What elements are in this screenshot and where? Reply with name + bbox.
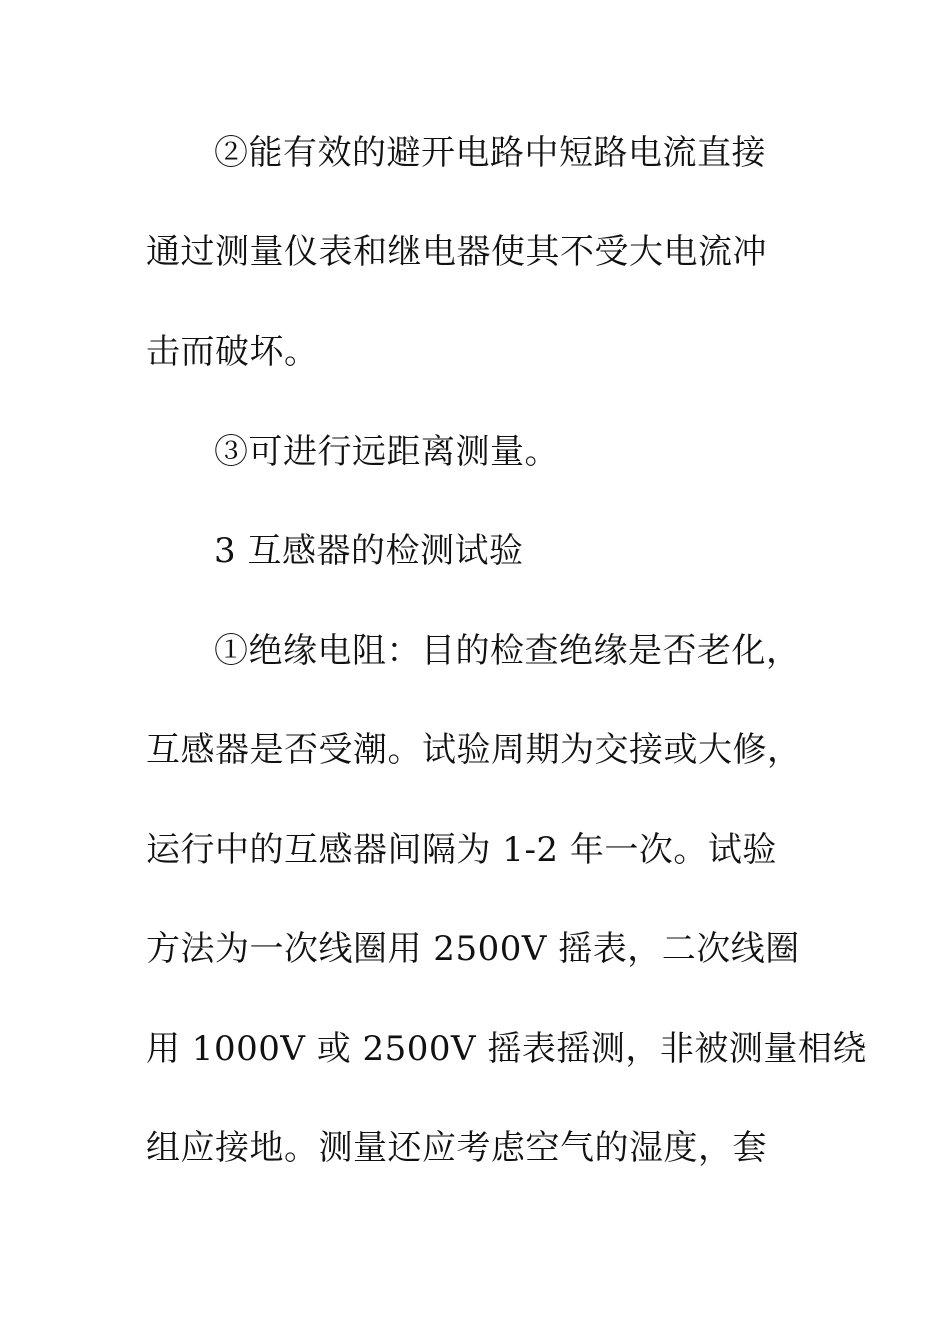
paragraph-line: 用 1000V 或 2500V 摇表摇测，非被测量相绕	[146, 1029, 867, 1069]
paragraph-line: ③可进行远距离测量。	[214, 432, 559, 472]
paragraph-line: 击而破坏。	[146, 332, 319, 372]
paragraph-line: 运行中的互感器间隔为 1-2 年一次。试验	[146, 830, 777, 870]
section-heading: 3 互感器的检测试验	[214, 531, 524, 571]
paragraph-line: 通过测量仪表和继电器使其不受大电流冲	[146, 232, 767, 272]
paragraph-line: ②能有效的避开电路中短路电流直接	[214, 133, 766, 173]
paragraph-line: 互感器是否受潮。试验周期为交接或大修，	[146, 730, 802, 770]
paragraph-line: ①绝缘电阻：目的检查绝缘是否老化，	[214, 631, 801, 671]
paragraph-line: 方法为一次线圈用 2500V 摇表，二次线圈	[146, 929, 800, 969]
paragraph-line: 组应接地。测量还应考虑空气的湿度，套	[146, 1128, 767, 1168]
